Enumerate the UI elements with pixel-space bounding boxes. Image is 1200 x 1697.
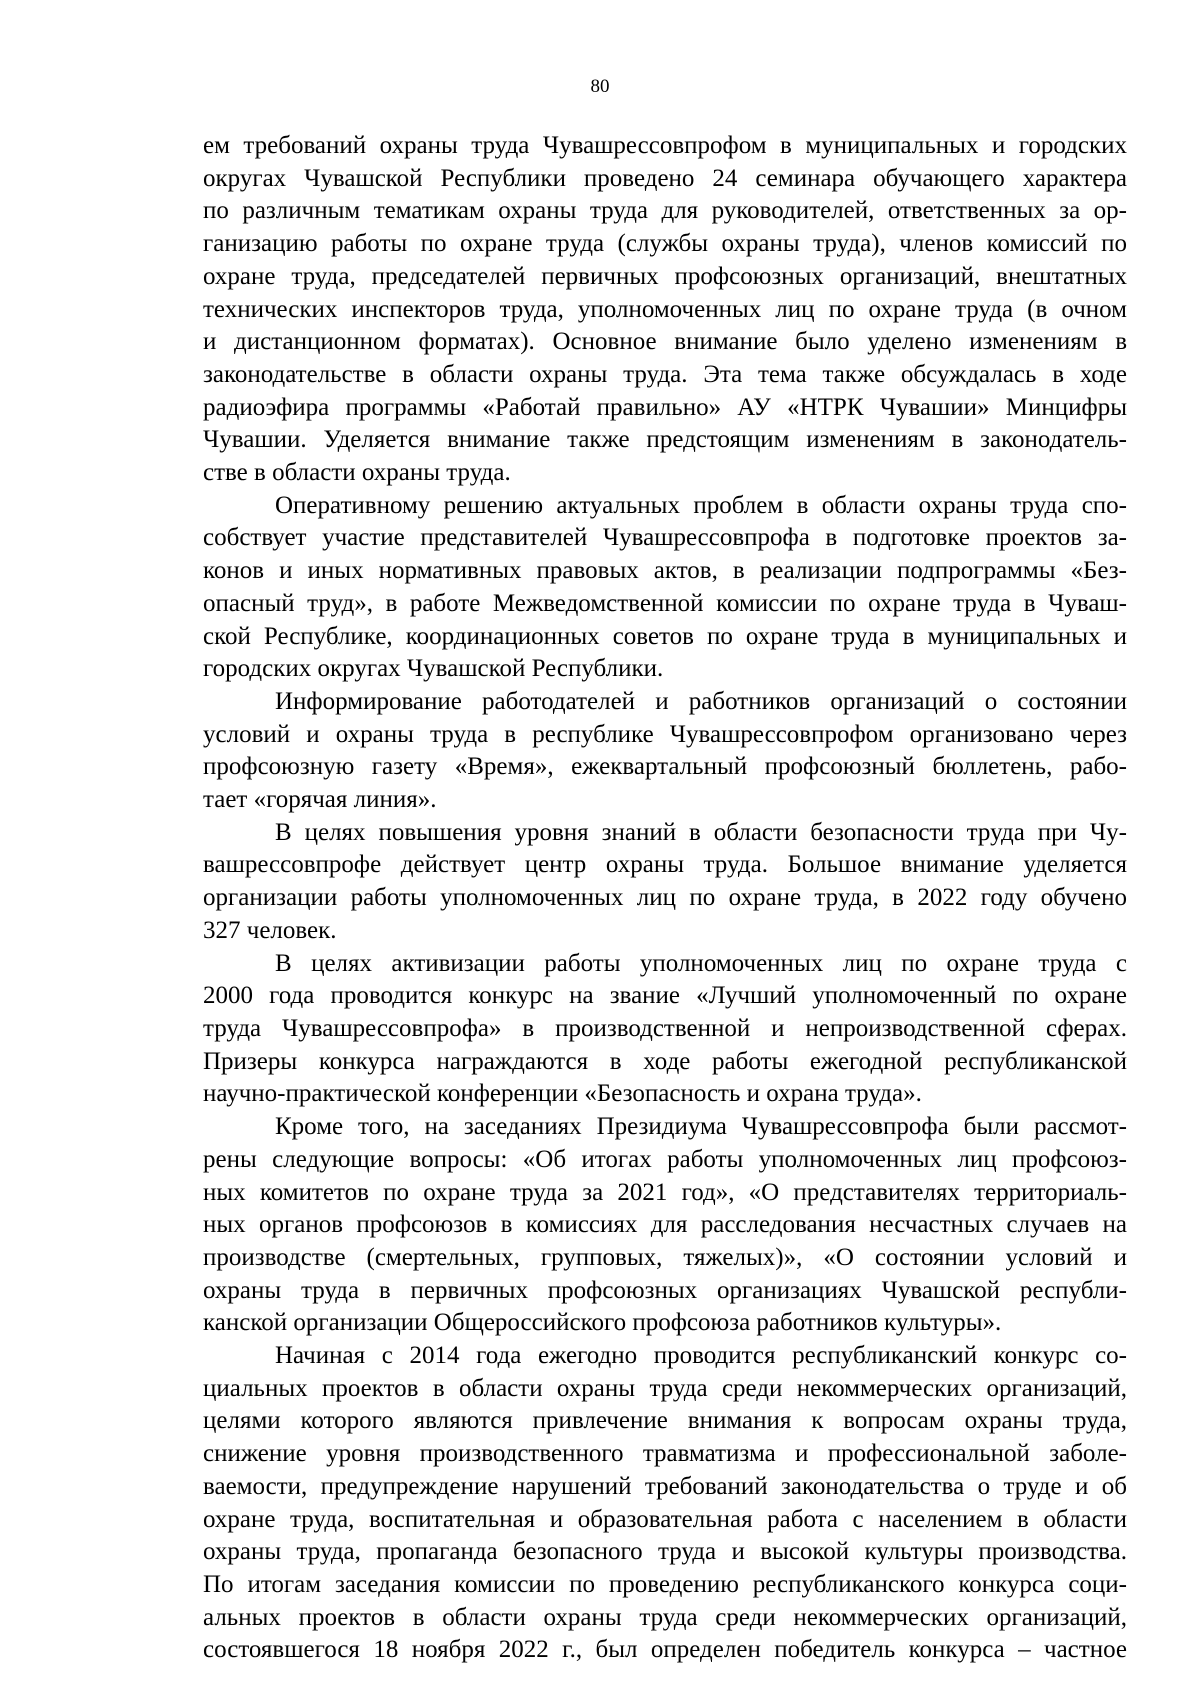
text-line: ных комитетов по охране труда за 2021 год», «О представителях территориаль- <box>203 1178 1127 1206</box>
text-line: охраны труда, пропаганда безопасного труда и высокой культуры производства. <box>203 1538 1127 1566</box>
text-line: городских округах Чувашской Республики. <box>203 655 664 683</box>
paragraph <box>203 948 1127 1112</box>
paragraph <box>203 817 1127 948</box>
text-line: По итогам заседания комиссии по проведению республиканского конкурса соци- <box>203 1570 1127 1598</box>
paragraph <box>203 1340 1127 1667</box>
page-number: 80 <box>590 76 610 97</box>
text-line: законодательстве в области охраны труда. Эта тема также обсуждалась в ходе <box>203 360 1127 388</box>
text-line: Начиная с 2014 года ежегодно проводится республиканский конкурс со- <box>275 1342 1127 1370</box>
text-line: тает «горячая линия». <box>203 786 437 814</box>
text-line: Оперативному решению актуальных проблем в области охраны труда спо- <box>275 491 1127 519</box>
text-line: канской организации Общероссийского профсоюза работников культуры». <box>203 1309 1002 1337</box>
text-line: целями которого являются привлечение внимания к вопросам охраны труда, <box>203 1407 1127 1435</box>
text-line: Кроме того, на заседаниях Президиума Чувашрессовпрофа были рассмот- <box>275 1113 1127 1141</box>
text-line: округах Чувашской Республики проведено 24 семинара обучающего характера <box>203 164 1127 192</box>
text-line: стве в области охраны труда. <box>203 459 511 487</box>
text-line: производстве (смертельных, групповых, тяжелых)», «О состоянии условий и <box>203 1243 1127 1271</box>
text-line: профсоюзную газету «Время», ежеквартальный профсоюзный бюллетень, рабо- <box>203 753 1127 781</box>
text-line: опасный труд», в работе Межведомственной комиссии по охране труда в Чуваш- <box>203 589 1127 617</box>
text-line: 2000 года проводится конкурс на звание «Лучший уполномоченный по охране <box>203 982 1127 1010</box>
text-line: вашрессовпрофе действует центр охраны труда. Большое внимание уделяется <box>203 851 1127 879</box>
text-line: альных проектов в области охраны труда среди некоммерческих организаций, <box>203 1603 1127 1631</box>
text-line: охране труда, председателей первичных профсоюзных организаций, внештатных <box>203 262 1127 290</box>
paragraph <box>203 1111 1127 1340</box>
paragraph <box>203 130 1127 490</box>
text-line: ем требований охраны труда Чувашрессовпрофом в муниципальных и городских <box>203 132 1127 159</box>
text-line: собствует участие представителей Чувашрессовпрофа в подготовке проектов за- <box>203 524 1127 552</box>
text-line: труда Чувашрессовпрофа» в производственной и непроизводственной сферах. <box>203 1014 1127 1042</box>
text-line: Чувашии. Уделяется внимание также предстоящим изменениям в законодатель- <box>203 426 1127 454</box>
text-line: Информирование работодателей и работников организаций о состоянии <box>275 687 1127 715</box>
text-line: ваемости, предупреждение нарушений требований законодательства о труде и об <box>203 1472 1127 1500</box>
text-line: конов и иных нормативных правовых актов, в реализации подпрограммы «Без- <box>203 557 1127 585</box>
text-line: состоявшегося 18 ноября 2022 г., был определен победитель конкурса – частное <box>203 1636 1127 1664</box>
text-line: организации работы уполномоченных лиц по охране труда, в 2022 году обучено <box>203 884 1127 912</box>
text-line: ных органов профсоюзов в комиссиях для расследования несчастных случаев на <box>203 1211 1127 1239</box>
text-line: Призеры конкурса награждаются в ходе работы ежегодной республиканской <box>203 1047 1127 1075</box>
text-line: охране труда, воспитательная и образовательная работа с населением в области <box>203 1505 1127 1533</box>
text-line: ской Республике, координационных советов по охране труда в муниципальных и <box>203 622 1127 650</box>
text-line: рены следующие вопросы: «Об итогах работы уполномоченных лиц профсоюз- <box>203 1145 1127 1173</box>
text-line: охраны труда в первичных профсоюзных организациях Чувашской республи- <box>203 1276 1127 1304</box>
text-line: радиоэфира программы «Работай правильно» АУ «НТРК Чувашии» Минцифры <box>203 393 1127 421</box>
text-line: снижение уровня производственного травматизма и профессиональной заболе- <box>203 1440 1127 1468</box>
text-line: научно-практической конференции «Безопасность и охрана труда». <box>203 1080 922 1108</box>
text-line: ганизацию работы по охране труда (службы охраны труда), членов комиссий по <box>203 230 1127 258</box>
text-line: В целях повышения уровня знаний в области безопасности труда при Чу- <box>275 818 1127 846</box>
body-text <box>203 130 1127 1667</box>
text-line: циальных проектов в области охраны труда среди некоммерческих организаций, <box>203 1374 1127 1402</box>
text-line: технических инспекторов труда, уполномоченных лиц по охране труда (в очном <box>203 295 1127 323</box>
text-line: условий и охраны труда в республике Чувашрессовпрофом организовано через <box>203 720 1127 748</box>
text-line: В целях активизации работы уполномоченных лиц по охране труда с <box>275 949 1127 977</box>
text-line: и дистанционном форматах). Основное внимание было уделено изменениям в <box>203 328 1127 356</box>
text-line: по различным тематикам охраны труда для руководителей, ответственных за ор- <box>203 197 1127 225</box>
paragraph <box>203 490 1127 686</box>
text-line: 327 человек. <box>203 916 337 944</box>
paragraph <box>203 686 1127 817</box>
